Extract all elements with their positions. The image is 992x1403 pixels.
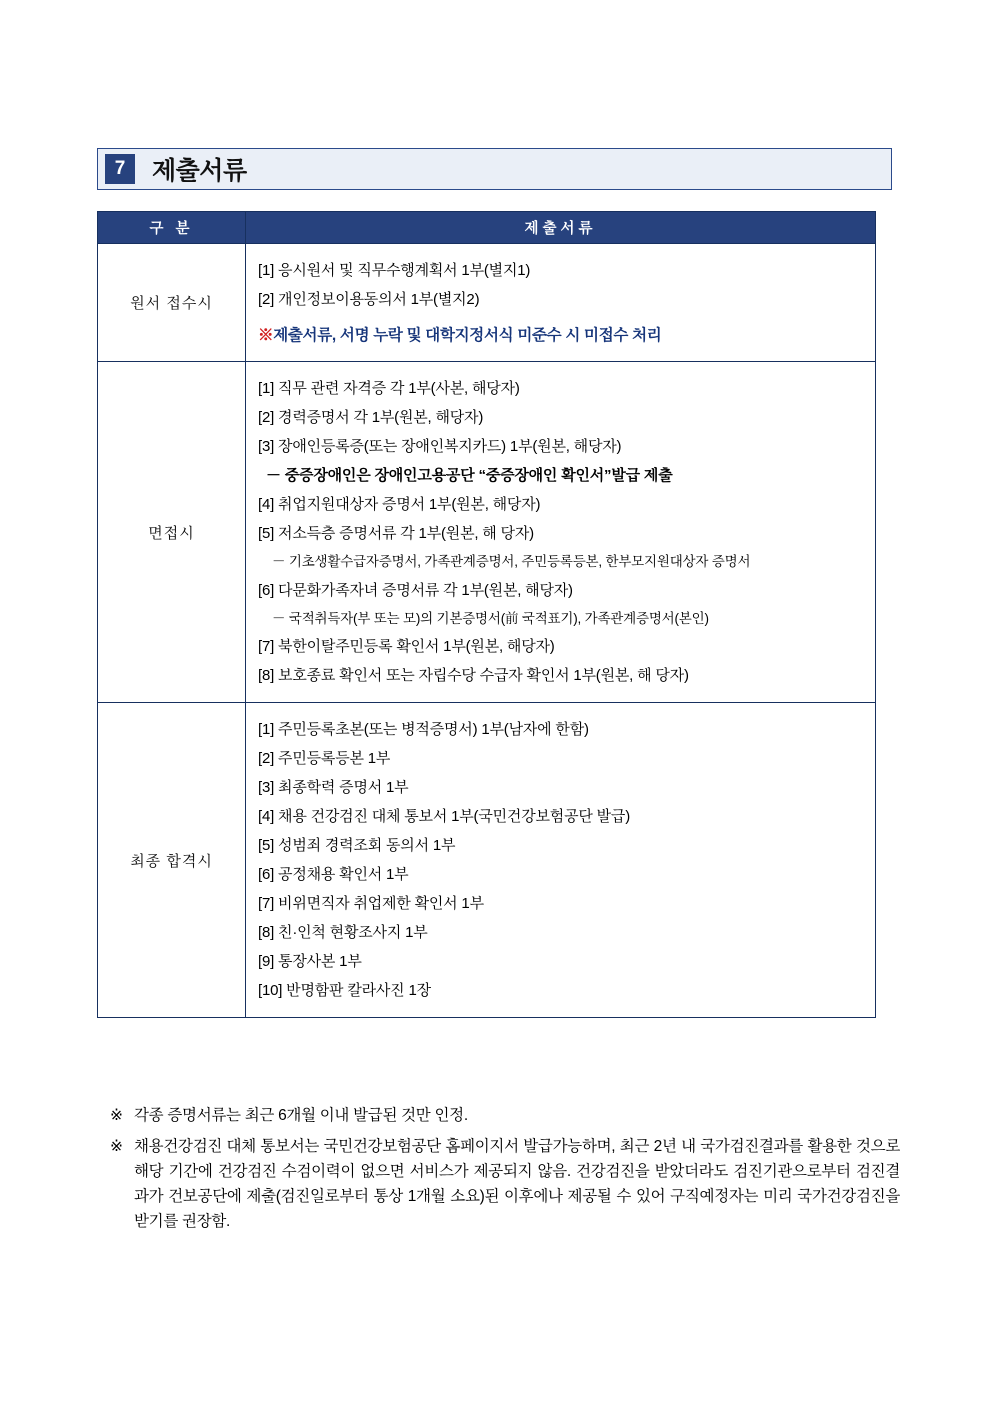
list-item-sub: － 중증장애인은 장애인고용공단 “중증장애인 확인서”발급 제출 [266,467,673,484]
row-label: 원서 접수시 [98,244,246,362]
table-body [98,244,876,1018]
row-content [246,362,876,703]
table-row [98,244,876,362]
list-item: [9] 통장사본 1부 [258,953,362,970]
section-title: 제출서류 [152,157,247,185]
footnote-text: 채용건강검진 대체 통보서는 국민건강보험공단 홈페이지서 발급가능하며, 최근 2년 내 국가검진결과를 활용한 것으로 해당 기간에 건강검진 수검이력이 없으면 서비스가 제공되지 않음. 건강검진을 받았더라도 검진기관으로부터 검진결과가 건보공단에 제출(검진일로부터 통상 1개월 소요)된 이후에나 제공될 수 있어 구직예정자는 미리 국가건강검진을 받기를 권장함. [134,1138,900,1231]
row-note [258,314,875,349]
list-item: [4] 채용 건강검진 대체 통보서 1부(국민건강보험공단 발급) [258,808,630,825]
row-content [246,244,876,362]
note-star-icon: ※ [258,327,274,344]
section-number: 7 [105,154,135,184]
list-item: [5] 성범죄 경력조회 동의서 1부 [258,837,456,854]
list-item: [6] 공정채용 확인서 1부 [258,866,409,883]
list-item: [2] 주민등록등본 1부 [258,750,391,767]
table-row [98,362,876,703]
row-content [246,703,876,1018]
section-header [97,148,892,190]
list-item: [2] 경력증명서 각 1부(원본, 해당자) [258,409,484,426]
footnotes [110,1103,900,1241]
table-head [98,212,876,244]
footnote-item [110,1134,900,1234]
list-item: [3] 최종학력 증명서 1부 [258,779,409,796]
column-header-category: 구 분 [98,212,246,244]
list-item-sub: － 국적취득자(부 또는 모)의 기본증명서(前 국적표기), 가족관계증명서(본인) [272,610,709,626]
list-item: [5] 저소득층 증명서류 각 1부(원본, 해 당자) [258,525,534,542]
note-text: 제출서류, 서명 누락 및 대학지정서식 미준수 시 미접수 처리 [273,327,662,344]
list-item: [2] 개인정보이용동의서 1부(별지2) [258,291,480,308]
row-label: 최종 합격시 [98,703,246,1018]
list-item: [7] 비위면직자 취업제한 확인서 1부 [258,895,484,912]
footnote-item [110,1103,900,1128]
footnote-mark-icon: ※ [110,1107,123,1124]
list-item: [8] 친·인척 현황조사지 1부 [258,924,428,941]
column-header-documents: 제출서류 [246,212,876,244]
table-header-row [98,212,876,244]
list-item: [6] 다문화가족자녀 증명서류 각 1부(원본, 해당자) [258,581,573,599]
list-item: [1] 주민등록초본(또는 병적증명서) 1부(남자에 한함) [258,721,589,738]
list-item: [10] 반명함판 칼라사진 1장 [258,982,431,999]
row-label: 면접시 [98,362,246,703]
table-row [98,703,876,1018]
list-item: [4] 취업지원대상자 증명서 1부(원본, 해당자) [258,496,541,513]
list-item: [7] 북한이탈주민등록 확인서 1부(원본, 해당자) [258,638,555,655]
footnote-text: 각종 증명서류는 최근 6개월 이내 발급된 것만 인정. [134,1107,468,1124]
list-item: [8] 보호종료 확인서 또는 자립수당 수급자 확인서 1부(원본, 해 당자) [258,667,689,684]
footnote-mark-icon: ※ [110,1138,123,1156]
submission-documents-table [97,211,876,1018]
list-item: [3] 장애인등록증(또는 장애인복지카드) 1부(원본, 해당자) [258,438,622,455]
list-item: [1] 직무 관련 자격증 각 1부(사본, 해당자) [258,380,520,397]
list-item-sub: － 기초생활수급자증명서, 가족관계증명서, 주민등록등본, 한부모지원대상자 증명서 [272,554,751,569]
list-item: [1] 응시원서 및 직무수행계획서 1부(별지1) [258,262,531,279]
